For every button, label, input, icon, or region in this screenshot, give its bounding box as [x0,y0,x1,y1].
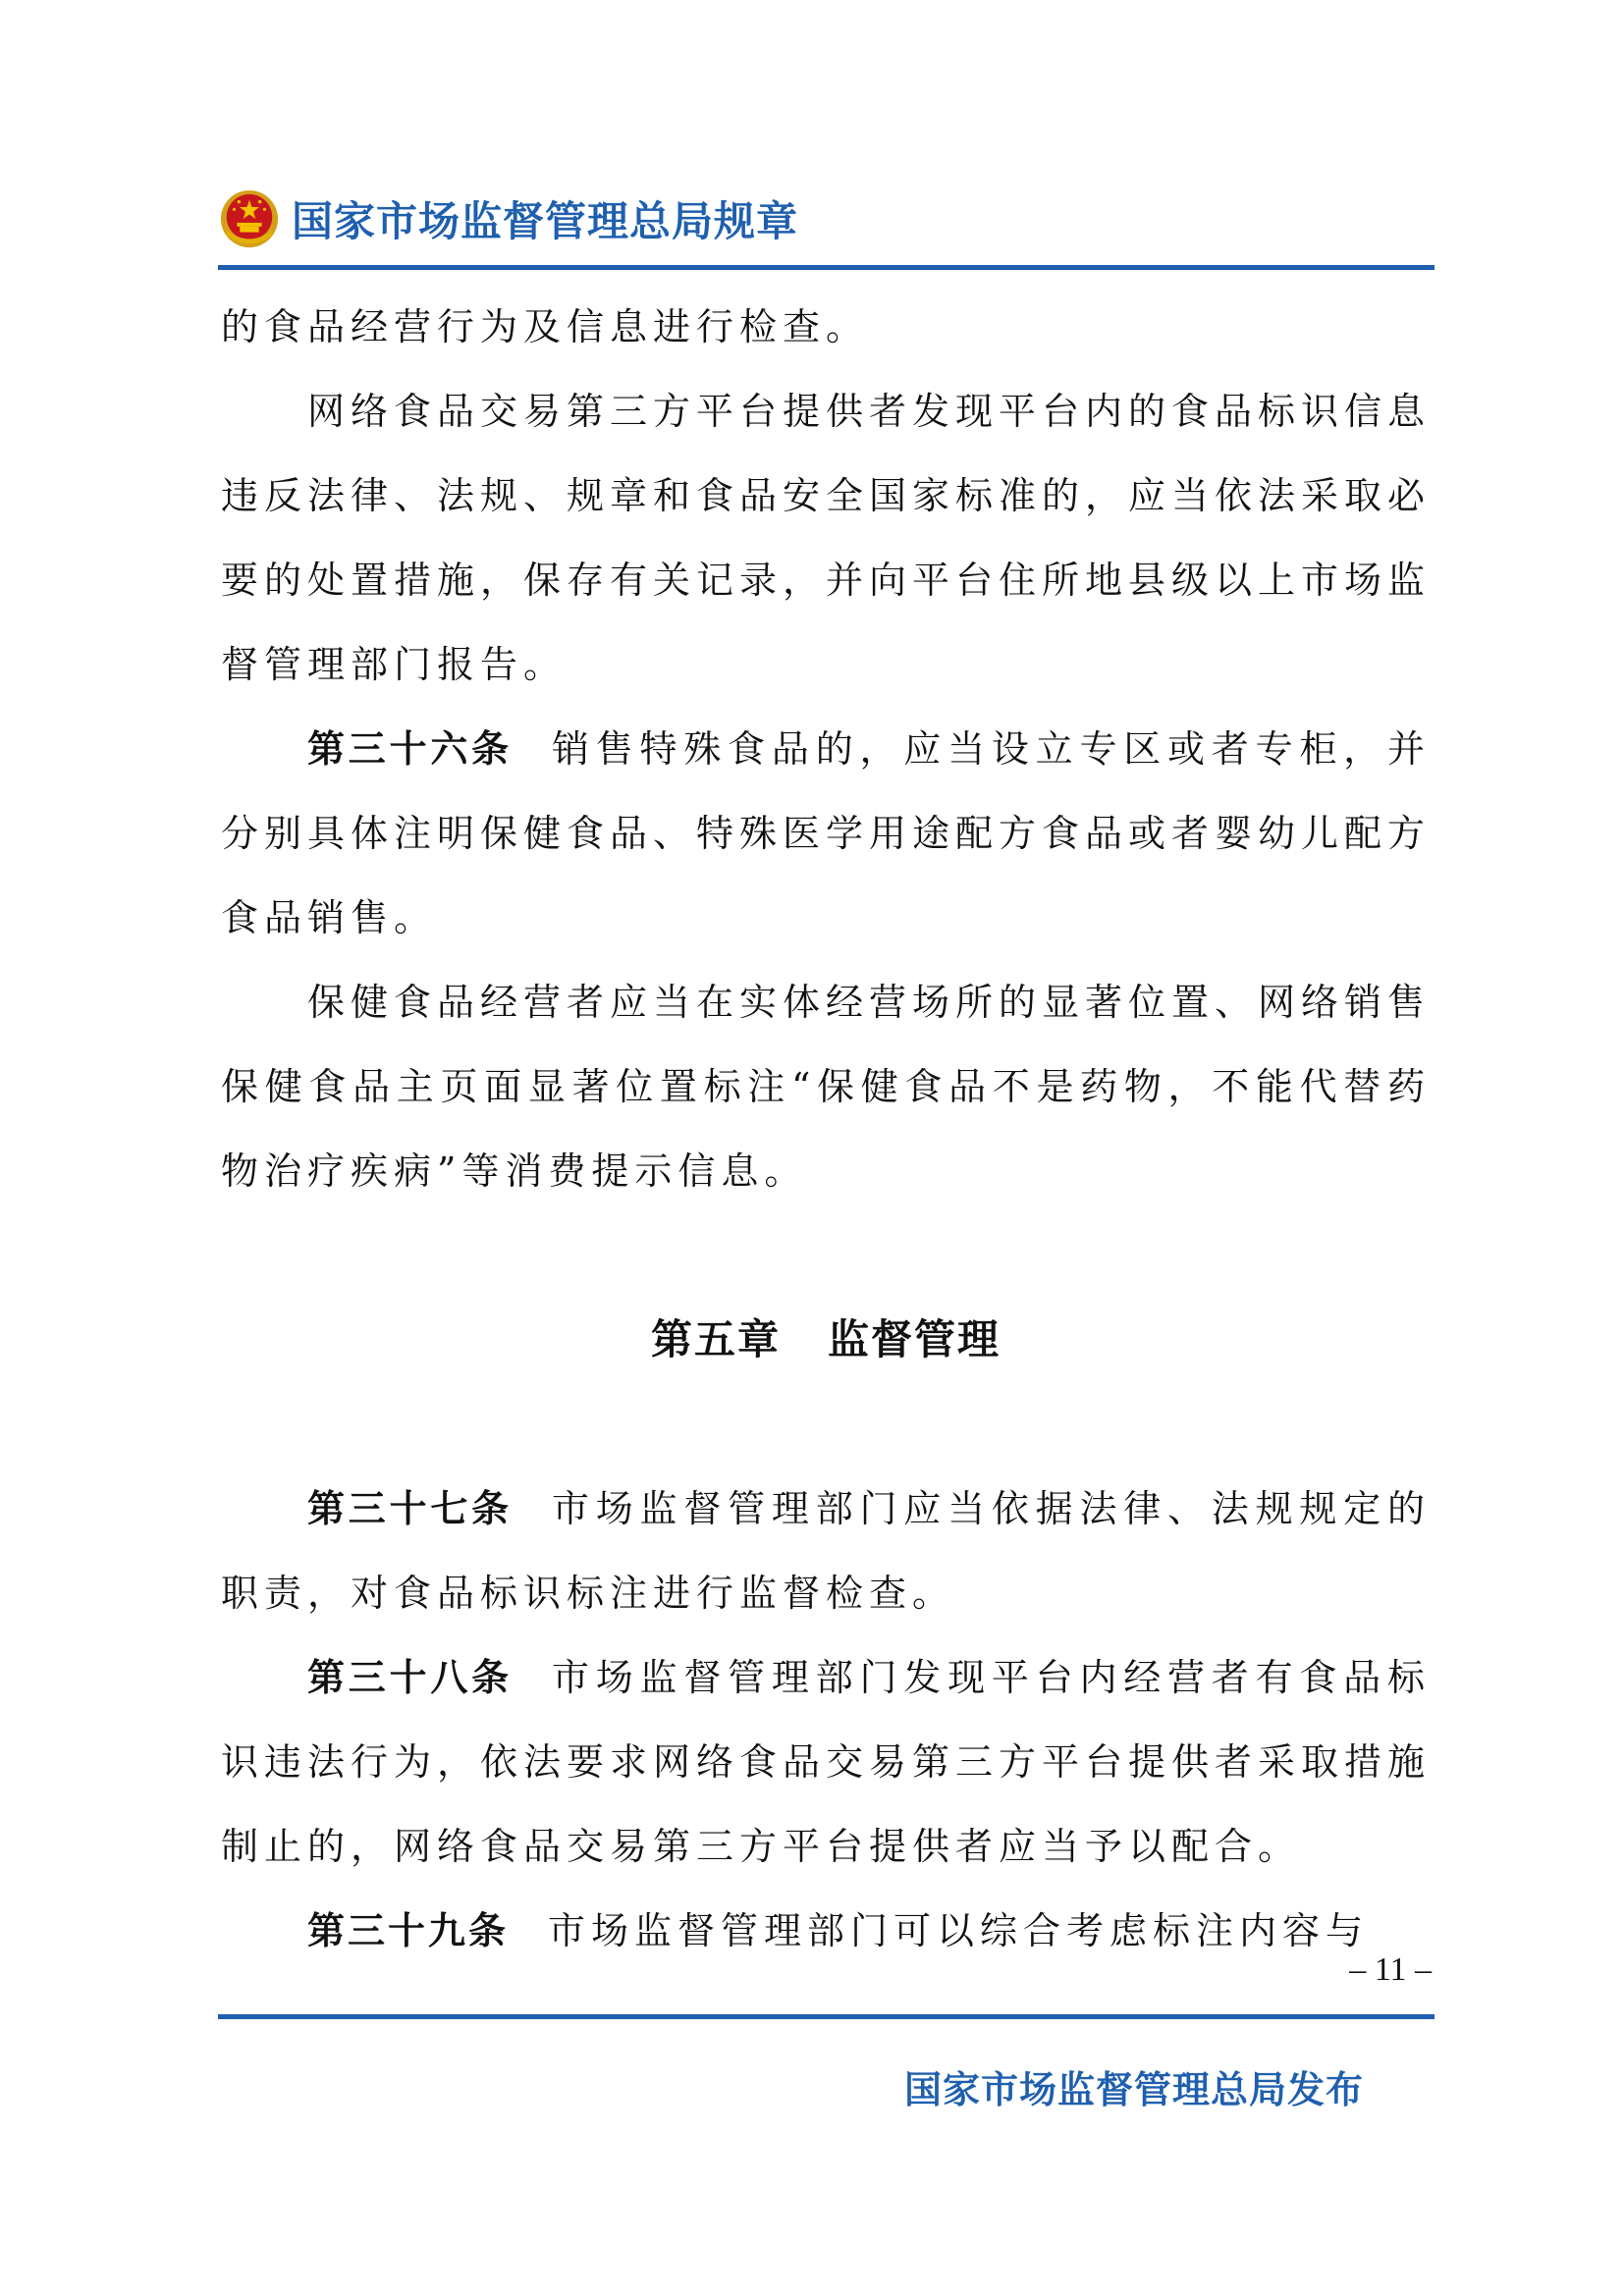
article-text: 市场监督管理部门可以综合考虑标注内容与 [548,1909,1370,1952]
article-36 [221,707,1431,960]
national-emblem-icon [219,188,280,249]
article-text: 销售特殊食品的，应当设立专区或者专柜，并分别具体注明保健食品、特殊医学用途配方食品或者婴幼儿配方食品销售。 [221,727,1432,939]
article-label: 第三十七条 [307,1487,513,1530]
article-text: 市场监督管理部门应当依据法律、法规规定的职责，对食品标识标注进行监督检查。 [221,1487,1431,1615]
chapter-title: 监督管理 [828,1315,1001,1363]
header-title: 国家市场监督管理总局规章 [292,197,799,245]
document-body [221,285,1431,1973]
article-37 [221,1467,1431,1635]
paragraph: 的食品经营行为及信息进行检查。 [221,305,870,348]
document-header [219,185,798,253]
article-label: 第三十六条 [307,727,513,771]
page-number: – 11 – [1349,1951,1432,1988]
article-label: 第三十八条 [307,1656,513,1699]
paragraph: 网络食品交易第三方平台提供者发现平台内的食品标识信息违反法律、法规、规章和食品安全国家标准的，应当依法采取必要的处置措施，保存有关记录，并向平台住所地县级以上市场监督管理部门报告。 [221,390,1432,686]
article-39 [221,1889,1431,1973]
article-label: 第三十九条 [307,1909,510,1952]
footer-divider [218,2014,1435,2019]
header-divider [218,265,1435,270]
chapter-heading [221,1213,1431,1467]
footer-publisher: 国家市场监督管理总局发布 [904,2068,1365,2111]
article-38 [221,1635,1431,1889]
article-text: 市场监督管理部门发现平台内经营者有食品标识违法行为，依法要求网络食品交易第三方平台提供者采取措施制止的，网络食品交易第三方平台提供者应当予以配合。 [221,1656,1432,1868]
chapter-number: 第五章 [650,1315,781,1363]
paragraph: 保健食品经营者应当在实体经营场所的显著位置、网络销售保健食品主页面显著位置标注“保健食品不是药物，不能代替药物治疗疾病”等消费提示信息。 [221,981,1432,1193]
